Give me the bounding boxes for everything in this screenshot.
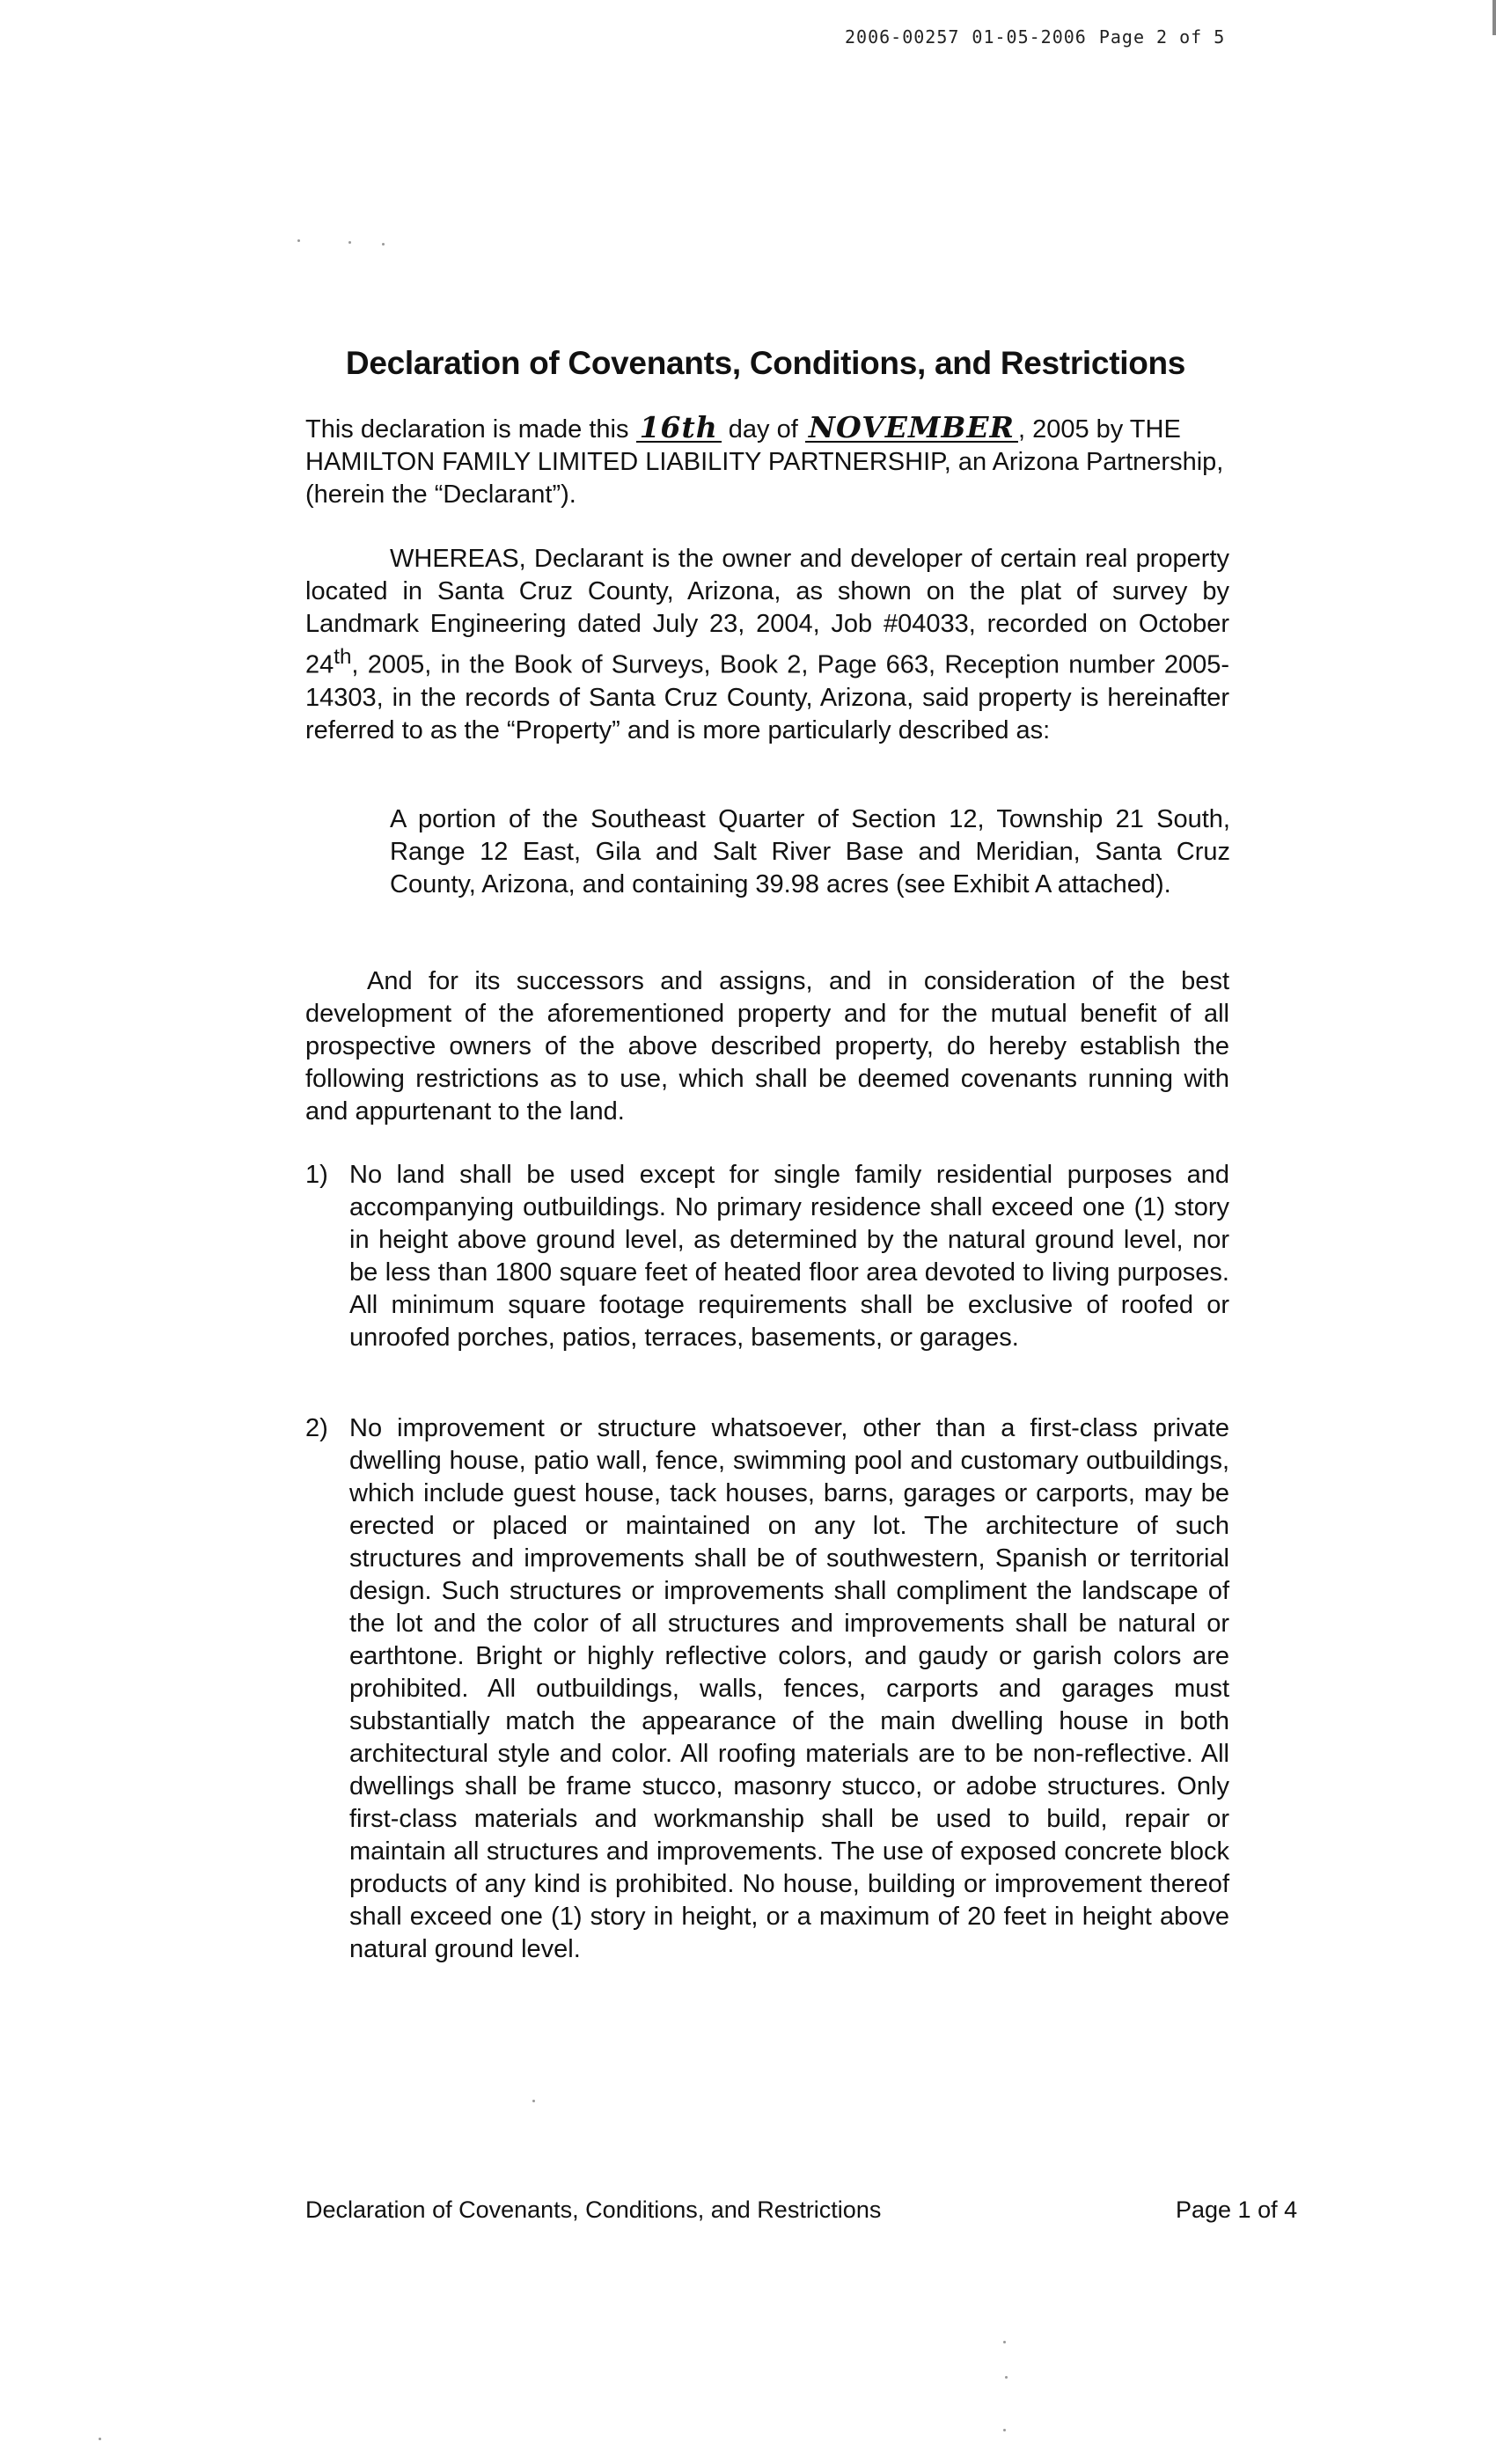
whereas-paragraph — [305, 543, 1229, 747]
handwritten-day-text: 16th — [639, 410, 718, 444]
recording-stamp — [845, 26, 1225, 48]
restriction-text: No land shall be used except for single family residential purposes and accompanying outbuildings. No primary residence shall exceed one (1) story in height above ground level, as determined by the natural ground level, nor be less than 1800 square feet of heated floor area devoted to living purposes. All minimum square footage requirements shall be exclusive of roofed or unroofed porches, patios, terraces, basements, or garages. — [349, 1161, 1229, 1352]
footer-title: Declaration of Covenants, Conditions, and Restrictions — [305, 2196, 882, 2223]
scan-speck — [1003, 2429, 1006, 2431]
successors-paragraph: And for its successors and assigns, and in consideration of the best development of the aforementioned property and for the mutual benefit of all prospective owners of the above described property, do hereby establish the following restrictions as to use, which shall be deemed covenants running with and appurtenant to the land. — [305, 967, 1229, 1126]
scan-speck — [382, 243, 385, 246]
legal-description: A portion of the Southeast Quarter of Section 12, Township 21 South, Range 12 East, Gila and Salt River Base and Meridian, Santa Cruz County, Arizona, and containing 39.98 acres (see Exhibit A attached). — [390, 805, 1230, 898]
restriction-number: 2) — [305, 1414, 328, 1442]
handwritten-day — [636, 410, 722, 444]
scan-speck — [1003, 2341, 1006, 2343]
restriction-text: No improvement or structure whatsoever, other than a first-class private dwelling house, patio wall, fence, swimming pool and customary outbuildings, which include guest house, tack houses, barns, garages or carports, may be erected or placed or maintained on any lot. The architecture of such structures and improvements shall be of southwestern, Spanish or territorial design. Such structures or improvements shall compliment the landscape of the lot and the color of all structures and improvements shall be natural or earthtone. Bright or highly reflective colors, and gaudy or garish colors are prohibited. All outbuildings, walls, fences, carports and garages must substantially match the appearance of the main dwelling house in both architectural style and color. All roofing materials are to be non-reflective. All dwellings shall be frame stucco, masonry stucco, or adobe structures. Only first-class materials and workmanship shall be used to build, repair or maintain all structures and improvements. The use of exposed concrete block products of any kind is prohibited. No house, building or improvement thereof shall exceed one (1) story in height, or a maximum of 20 feet in height above natural ground level. — [349, 1414, 1229, 1963]
intro-paragraph — [305, 410, 1229, 511]
restriction-number: 1) — [305, 1161, 328, 1189]
whereas-superscript: th — [334, 645, 352, 669]
footer-page-number: Page 1 of 4 — [1176, 2196, 1298, 2223]
intro-text-2: day of — [728, 415, 798, 444]
document-title: Declaration of Covenants, Conditions, and Restrictions — [345, 345, 1186, 381]
scan-speck — [99, 2438, 101, 2440]
scan-speck — [297, 239, 300, 242]
scan-speck — [1005, 2376, 1008, 2379]
scan-edge-mark — [1492, 0, 1496, 35]
restriction-item-2 — [305, 1412, 1229, 1966]
intro-text-1: This declaration is made this — [305, 415, 629, 444]
restriction-item-1 — [305, 1159, 1229, 1354]
stamp-page-label: Page 2 of 5 — [1098, 26, 1226, 48]
stamp-date: 01-05-2006 — [972, 26, 1087, 48]
whereas-text-1: WHEREAS, Declarant is the owner and developer of certain real property located in Santa Cruz County, Arizona, as shown on the plat of survey by Landmark Engineering dated July 23, 2004, Job #04033, recorded on October 24 — [305, 545, 1229, 679]
scan-speck — [532, 2100, 535, 2102]
intro-text-3: , 2005 by THE HAMILTON FAMILY LIMITED LIABILITY PARTNERSHIP, an Arizona Partnership, (herein the “Declarant”). — [305, 415, 1224, 509]
scan-speck — [348, 241, 351, 244]
whereas-text-2: , 2005, in the Book of Surveys, Book 2, Page 663, Reception number 2005-14303, in the records of Santa Cruz County, Arizona, said property is hereinafter referred to as the “Property” and is more particularly described as: — [305, 650, 1229, 744]
stamp-doc-number: 2006-00257 — [845, 26, 960, 48]
handwritten-month — [805, 410, 1018, 444]
handwritten-month-text: NOVEMBER — [808, 410, 1015, 444]
